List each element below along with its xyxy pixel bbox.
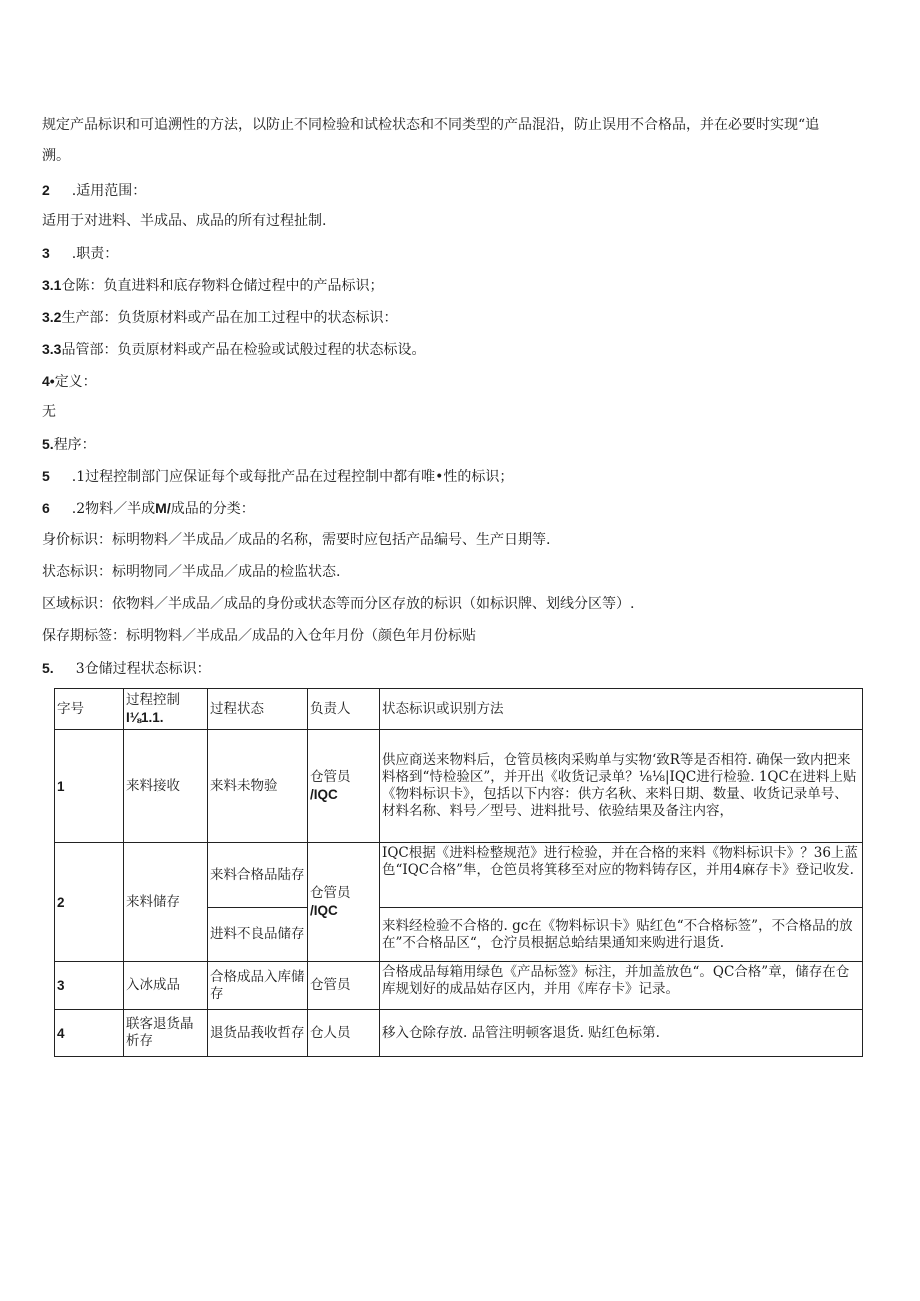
section-3-2-number: 3.2 [42,309,62,325]
row-2-method-a: IQC根据《进料检整规范》进行检验，并在合格的来料《物料标识卡》？36上蓝色“IQC合格”隼，仓笆员将箕移至对应的物料铸存区，并用4麻存卡》登记收发. [380,843,863,908]
header-method: 状态标识或识别方法 [380,689,863,730]
section-3-1-body: 仓陈：负直进料和底存物料仓储过程中的产品标识； [61,278,384,294]
section-5-3-number: 5. [42,660,54,676]
row-3-method: 合格成品每箱用绿色《产品标签》标注，并加盖放色“。QC合格”章，储存在仓库规划好的成品姑存区内，并用《库存卡》记录。 [380,962,863,1010]
row-1-owner-b: /IQC [310,787,338,802]
row-4-owner: 仓人员 [308,1010,380,1057]
row-2-state-a: 来料合格品陆存 [208,843,308,908]
section-6-2-body-a: .2物料／半成 [71,501,156,517]
section-2-heading [42,181,146,200]
row-3-control: 入冰成品 [124,962,208,1010]
section-6-2 [42,499,255,518]
section-2-number: 2 [42,182,50,198]
section-3-2 [42,308,397,327]
intro-line-1: 规定产品标识和可追溯性的方法，以防止不同检验和试检状态和不同类型的产品混沿，防止误用不合格品，并在必要时实现“追 [42,117,820,133]
row-1-owner [308,730,380,843]
row-4-state: 退货品莪收哲存 [208,1010,308,1057]
row-3-no: 3 [55,962,124,1010]
table-row [55,1010,863,1057]
row-2-owner-b: /IQC [310,903,338,918]
table-row [55,843,863,908]
section-2-body: 适用于对进料、半成品、成品的所有过程扯制. [42,213,327,229]
section-3-number: 3 [42,245,50,261]
row-2-owner-a: 仓管员 [310,885,351,901]
section-5-1 [42,467,513,486]
header-control-b: I⅛1.1. [126,710,164,725]
section-3-1-number: 3.1 [42,277,62,293]
section-3-2-body: 生产部：负货原材料或产品在加工过程中的状态标识： [61,310,398,326]
row-2-no: 2 [55,843,124,962]
section-4-body: 无 [42,404,56,420]
row-3-owner: 仓管员 [308,962,380,1010]
section-5-heading [42,435,96,454]
header-control-a: 过程控制 [126,692,180,708]
row-4-method: 移入仓除存放. 品管注明顿客退货. 贴红色标第. [380,1010,863,1057]
section-4-number: 4• [42,373,55,389]
row-4-no: 4 [55,1010,124,1057]
table-row [55,730,863,843]
definition-area: 区域标识：依物料／半成品／成品的身份或状态等而分区存放的标识（如标识牌、划线分区等）. [42,596,635,612]
row-2-owner [308,843,380,962]
row-2-method-b: 来料经检验不合格的. gc在《物料标识卡》贴红色“不合格标签”，不合格品的放在”不合格品区“，仓泞员根据总蛤结果通知来购进行退货. [380,908,863,962]
table-row [55,962,863,1010]
storage-status-table [54,688,863,1057]
header-control [124,689,208,730]
row-1-owner-a: 仓管员 [310,769,351,785]
header-owner: 负责人 [308,689,380,730]
row-2-control: 来料储存 [124,843,208,962]
definition-status: 状态标识：标明物同／半成品／成品的检监状态. [42,564,341,580]
section-6-2-body-c: 成品的分类： [170,501,255,517]
row-1-control: 来料接收 [124,730,208,843]
section-5-1-body: .1过程控制部门应保证每个或每批产品在过程控制中都有唯•性的标识； [71,469,514,485]
intro-line-2: 溯。 [42,148,70,164]
section-4-heading [42,372,97,391]
section-4-title: 定义： [54,374,97,390]
section-3-1 [42,276,383,295]
row-3-state: 合格成品入库储存 [208,962,308,1010]
section-3-3 [42,340,425,359]
section-6-2-number: 6 [42,500,50,516]
header-state: 过程状态 [208,689,308,730]
table-header-row [55,689,863,730]
section-3-heading [42,244,118,263]
row-1-method: 供应商送来物料后，仓管员核肉采购单与实物‘致R等是否相符. 确保一致内把来料格到“恃检验区”，并开出《收货记录单？⅛⅛|IQC进行检验. 1QC在进料上贴《物料标识卡》，包括以下内容：供方名秋、来料日期、数量、收货记录单号、材料名称、料号／型号、进料批号、依验结果及备注内容， [380,730,863,843]
section-5-1-number: 5 [42,468,50,484]
section-3-3-number: 3.3 [42,341,62,357]
section-3-title: .职责： [71,246,119,262]
section-3-3-body: 品管部：负贡原材料或产品在检验或试般过程的状态标设。 [61,342,426,358]
section-6-2-body-b: M/ [155,500,171,516]
section-5-3-body: 3仓储过程状态标识： [75,661,211,677]
section-2-title: .适用范围： [71,183,147,199]
row-1-state: 来料未物验 [208,730,308,843]
row-1-no: 1 [55,730,124,843]
section-5-3 [42,659,211,678]
header-no: 字号 [55,689,124,730]
definition-identity: 身价标识：标明物料／半成品／成品的名称，需要时应包括产品编号、生产日期等. [42,532,551,548]
row-2-state-b: 进料不良品储存 [208,908,308,962]
definition-shelf-life: 保存期标签：标明物料／半成品／成品的入仓年月份（颜色年月份标贴 [42,628,476,644]
section-5-title: 程序： [53,437,96,453]
section-5-number: 5. [42,436,54,452]
row-4-control: 联客退货晶析存 [124,1010,208,1057]
